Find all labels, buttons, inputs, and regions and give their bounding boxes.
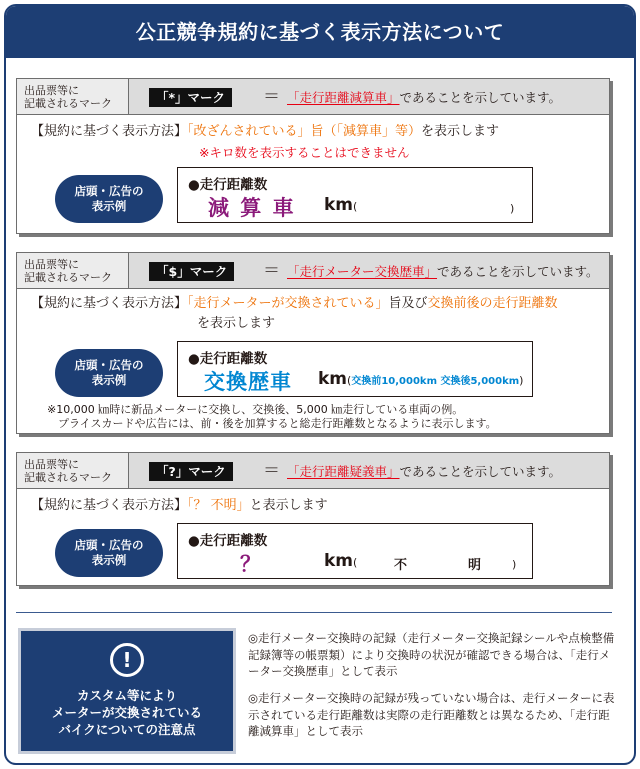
- caution-title: カスタム等により メーターが交換されている バイクについての注意点: [51, 688, 202, 737]
- exclamation-icon: !: [110, 643, 144, 677]
- equals-sign: ＝: [263, 461, 280, 481]
- dollar-mark: 「$」マーク: [149, 262, 234, 281]
- example-footnote: ※10,000 ㎞時に新品メーターに交換し、交換後、5,000 ㎞走行している車両の例。 プライスカードや広告には、前・後を加算すると総走行距離数となるように表示します。: [47, 403, 497, 430]
- odometer-unit: km(: [324, 551, 358, 571]
- mark-meaning: 「走行距離減算車」であることを示しています。: [287, 90, 562, 105]
- display-example-pill: 店頭・広告の 表示例: [55, 529, 163, 577]
- mark-meaning: 「走行距離疑義車」であることを示しています。: [287, 464, 562, 479]
- display-rule: 【規約に基づく表示方法】「走行メーターが交換されている」旨及び交換前後の走行距離数: [31, 296, 558, 311]
- display-example-pill: 店頭・広告の 表示例: [55, 175, 163, 223]
- mark-meaning: 「走行メーター交換歴車」であることを示しています。: [287, 264, 599, 279]
- equals-sign: ＝: [263, 87, 280, 107]
- mark-label: 出品票等に 記載されるマーク: [17, 79, 129, 114]
- section-divider: [16, 612, 612, 613]
- odometer-example: ●走行距離数 交換歴車 km(交換前10,000km 交換後5,000km): [177, 341, 533, 397]
- section-header: [17, 453, 609, 489]
- caution-box: [18, 628, 236, 754]
- info-paragraph-1: ◎走行メーター交換時の記録（走行メーター交換記録シールや点検整備記録簿等の帳票類）により交換時の状況が確認できる場合は、「走行メーター交換歴車」として表示: [248, 631, 615, 678]
- display-rule-line2: を表示します: [197, 316, 276, 331]
- odometer-example: ●走行距離数 ？ km( 不 明 ): [177, 523, 533, 579]
- equals-sign: ＝: [263, 261, 280, 281]
- odometer-unit: km(交換前10,000km 交換後5,000km): [318, 369, 524, 389]
- display-rule: 【規約に基づく表示方法】「改ざんされている」旨（「減算車」等）を表示します: [31, 124, 500, 139]
- asterisk-mark: 「*」マーク: [149, 88, 232, 107]
- section-header: [17, 253, 609, 289]
- mark-label: 出品票等に 記載されるマーク: [17, 453, 129, 488]
- display-rule: 【規約に基づく表示方法】「？ 不明」と表示します: [31, 498, 328, 513]
- odometer-value: ？: [240, 552, 263, 576]
- section-genzan: [16, 78, 610, 234]
- section-koukan: [16, 252, 610, 434]
- section-header: [17, 79, 609, 115]
- km-note: ※キロ数を表示することはできません: [199, 145, 410, 160]
- odometer-unit: km(: [324, 195, 358, 215]
- question-mark: 「?」マーク: [149, 462, 233, 481]
- odometer-example: ●走行距離数 減 算 車 km( ): [177, 167, 533, 223]
- section-gigi: [16, 452, 610, 586]
- page-title: 公正競争規約に基づく表示方法について: [6, 6, 634, 58]
- odometer-value: 交換歴車: [204, 370, 292, 394]
- display-example-pill: 店頭・広告の 表示例: [55, 349, 163, 397]
- odometer-value: 減 算 車: [208, 196, 296, 220]
- mark-label: 出品票等に 記載されるマーク: [17, 253, 129, 288]
- info-paragraph-2: ◎走行メーター交換時の記録が残っていない場合は、走行メーターに表示されている走行距離数は実際の走行距離数とは異なるため、「走行距離減算車」として表示: [248, 691, 615, 738]
- odometer-detail: 交換前10,000km 交換後5,000km: [351, 376, 520, 387]
